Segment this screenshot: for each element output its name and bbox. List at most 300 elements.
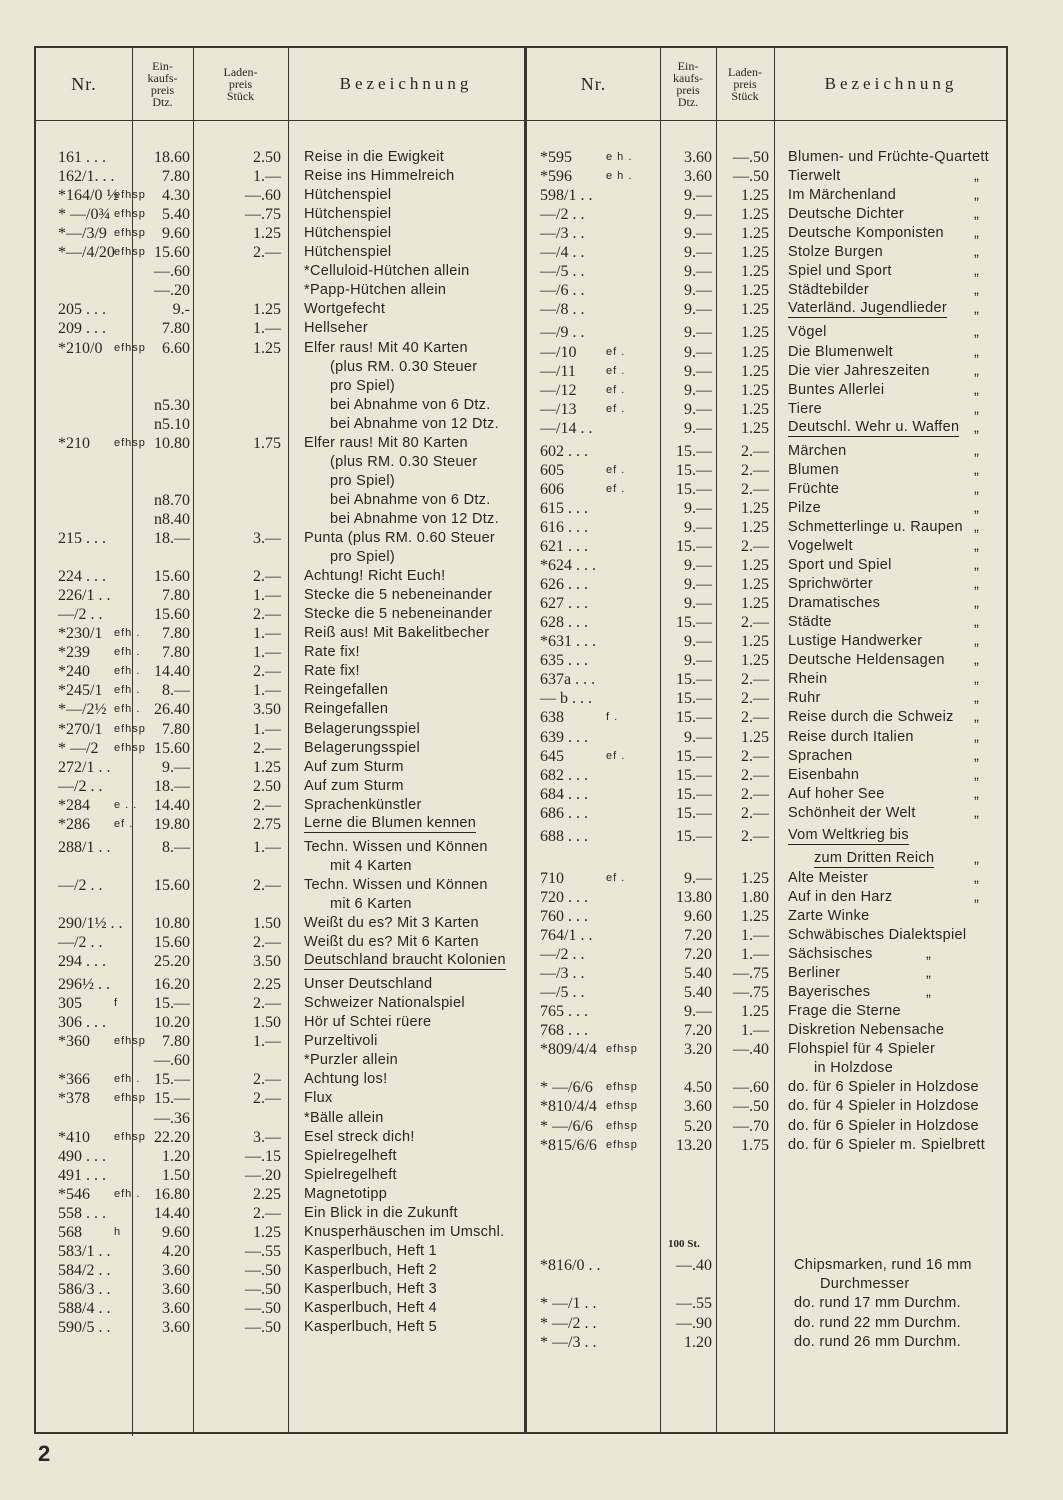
- description: Flux: [304, 1090, 333, 1107]
- item-number: *815/6/6: [540, 1136, 597, 1154]
- table-row: [36, 167, 1006, 186]
- table-row: [36, 1040, 1006, 1059]
- purchase-price: 26.40: [154, 701, 190, 719]
- description: Tierwelt: [788, 168, 841, 185]
- retail-price: 1.—: [253, 625, 281, 643]
- item-number: 162/1. . .: [58, 168, 115, 186]
- item-number: —/2 . .: [540, 946, 585, 964]
- item-number: 161 . . .: [58, 149, 106, 166]
- retail-price: 1.25: [741, 381, 769, 399]
- purchase-price: 7.80: [162, 587, 190, 605]
- description: Schwäbisches Dialektspiel: [788, 927, 967, 943]
- retail-price: 1.25: [741, 633, 769, 651]
- variant-code: h: [114, 1225, 122, 1238]
- purchase-price: 7.20: [684, 946, 712, 964]
- item-number: —/3 . .: [540, 965, 585, 983]
- retail-price: 1.25: [253, 301, 281, 319]
- description: Kasperlbuch, Heft 5: [304, 1319, 438, 1336]
- purchase-price: 15.60: [154, 934, 190, 952]
- description: Blumen: [788, 461, 839, 478]
- description: *Purzler allein: [304, 1052, 398, 1069]
- ditto-mark: „: [974, 557, 980, 574]
- ditto-mark: „: [974, 690, 980, 707]
- retail-price: —.50: [245, 1261, 281, 1279]
- purchase-price: 9.—: [684, 518, 712, 536]
- description: Vögel: [788, 324, 827, 341]
- variant-code: ef .: [114, 817, 134, 830]
- header-einkaufspreis-right: Ein- kaufs- preis Dtz.: [673, 59, 703, 109]
- purchase-price: 1.20: [162, 1147, 190, 1165]
- description: mit 4 Karten: [330, 857, 412, 874]
- retail-price: 1.25: [253, 225, 281, 243]
- item-number: 686 . . .: [540, 804, 588, 822]
- purchase-price: 13.20: [676, 1136, 712, 1154]
- table-row: [36, 518, 1006, 537]
- purchase-price: 15.—: [154, 1071, 190, 1089]
- item-number: *210/0: [58, 339, 103, 357]
- variant-code: e h .: [606, 151, 633, 163]
- description: pro Spiel): [330, 549, 396, 566]
- description: Alte Meister: [788, 869, 869, 886]
- item-number: 639 . . .: [540, 728, 588, 746]
- description: Chipsmarken, rund 16 mm: [794, 1257, 972, 1273]
- item-number: 616 . . .: [540, 518, 588, 536]
- purchase-price: 25.20: [154, 953, 190, 971]
- table-row: [36, 537, 1006, 556]
- description: Diskretion Nebensache: [788, 1022, 945, 1039]
- description: Reiß aus! Mit Bakelitbecher: [304, 625, 490, 642]
- retail-price: 1.25: [741, 595, 769, 613]
- description: Zarte Winke: [788, 907, 870, 924]
- purchase-price: 9.60: [162, 1223, 190, 1241]
- retail-price: 3.—: [253, 530, 281, 547]
- purchase-price: 15.—: [676, 538, 712, 555]
- purchase-price: 9.—: [684, 324, 712, 342]
- description: Sprachenkünstler: [304, 796, 422, 813]
- purchase-price: 7.20: [684, 1022, 712, 1040]
- variant-code: e h .: [606, 170, 633, 183]
- purchase-price: 7.80: [162, 625, 190, 643]
- retail-price: 2.—: [741, 614, 769, 632]
- item-number: *546: [58, 1185, 90, 1203]
- table-row: [36, 419, 1006, 438]
- retail-price: —.50: [245, 1300, 281, 1317]
- retail-price: —.70: [733, 1117, 769, 1135]
- variant-code: efhsp: [606, 1043, 638, 1056]
- purchase-price: n5.10: [154, 415, 190, 433]
- item-number: 710: [540, 869, 564, 887]
- description: Esel streck dich!: [304, 1128, 415, 1145]
- purchase-price: 9.—: [684, 187, 712, 205]
- table-row: [36, 926, 1006, 945]
- item-number: *410: [58, 1128, 90, 1146]
- description: *Papp-Hütchen allein: [304, 282, 447, 299]
- retail-price: 1.25: [741, 282, 769, 300]
- purchase-price: 9.—: [684, 263, 712, 281]
- header-bezeichnung: Bezeichnung: [339, 74, 473, 93]
- variant-code: efhsp: [606, 1119, 638, 1132]
- retail-price: 1.25: [741, 499, 769, 517]
- description: Spielregelheft: [304, 1166, 397, 1183]
- purchase-price: 9.—: [162, 758, 190, 776]
- variant-code: efhsp: [114, 1035, 146, 1048]
- purchase-price: 1.20: [684, 1333, 712, 1351]
- description: Auf in den Harz: [788, 888, 893, 905]
- retail-price: 1.25: [741, 1003, 769, 1021]
- purchase-price: 18.—: [154, 530, 190, 547]
- description: Berliner: [788, 965, 841, 982]
- retail-price: 1.25: [741, 187, 769, 205]
- retail-price: 2.—: [741, 827, 769, 845]
- item-number: *810/4/4: [540, 1098, 597, 1116]
- retail-price: —.40: [733, 1041, 769, 1059]
- retail-price: —.50: [245, 1319, 281, 1337]
- item-number: *631 . . .: [540, 633, 596, 651]
- purchase-price: —.60: [154, 263, 190, 281]
- table-row: [36, 381, 1006, 400]
- variant-code: f: [114, 997, 119, 1010]
- retail-price: 3.50: [253, 953, 281, 971]
- item-number: 490 . . .: [58, 1147, 106, 1165]
- purchase-price: 9.—: [684, 1003, 712, 1021]
- description: Hütchenspiel: [304, 187, 392, 204]
- description: Lerne die Blumen kennen: [304, 814, 477, 831]
- retail-price: 1.25: [253, 339, 281, 357]
- item-number: *245/1: [58, 682, 103, 700]
- table-row: [36, 907, 1006, 926]
- purchase-price: 5.40: [684, 984, 712, 1002]
- description: Spiel und Sport: [788, 263, 892, 280]
- item-number: *240: [58, 663, 90, 681]
- retail-price: 1.75: [741, 1136, 769, 1154]
- item-number: 765 . . .: [540, 1003, 588, 1021]
- variant-code: f .: [606, 711, 619, 724]
- purchase-price: 19.80: [154, 815, 190, 833]
- retail-price: —.50: [733, 168, 769, 186]
- retail-price: 1.25: [741, 324, 769, 342]
- description: Kasperlbuch, Heft 2: [304, 1261, 438, 1278]
- description: Auf zum Sturm: [304, 758, 404, 775]
- description: (plus RM. 0.30 Steuer: [330, 453, 478, 470]
- item-number: * —/3 . .: [540, 1333, 597, 1351]
- description: Achtung los!: [304, 1071, 388, 1088]
- retail-price: 2.25: [253, 976, 281, 994]
- item-number: 626 . . .: [540, 576, 588, 594]
- retail-price: 1.—: [741, 1022, 769, 1040]
- header-nr-right: Nr.: [580, 73, 607, 94]
- item-number: 586/3 . .: [58, 1280, 111, 1298]
- description: Vom Weltkrieg bis: [788, 826, 909, 843]
- table-row: [36, 766, 1006, 785]
- table-row: [36, 632, 1006, 651]
- item-number: *164/0 ½: [58, 187, 119, 205]
- purchase-price: 10.80: [154, 434, 190, 452]
- item-number: 306 . . .: [58, 1014, 106, 1032]
- purchase-price: 5.20: [684, 1117, 712, 1135]
- description: Stolze Burgen: [788, 244, 883, 261]
- purchase-price: 9.—: [684, 282, 712, 300]
- ditto-mark: „: [974, 400, 980, 417]
- header-einkaufspreis: Ein- kaufs- preis Dtz.: [147, 59, 178, 109]
- description: Hellseher: [304, 320, 368, 337]
- item-number: 615 . . .: [540, 499, 588, 517]
- description: Vaterländ. Jugendlieder: [788, 300, 947, 317]
- purchase-price: 5.40: [162, 206, 190, 224]
- retail-price: —.75: [733, 984, 769, 1002]
- purchase-price: 15.—: [676, 690, 712, 708]
- item-number: *366: [58, 1071, 90, 1089]
- description: Buntes Allerlei: [788, 381, 885, 398]
- retail-price: 1.25: [741, 244, 769, 262]
- purchase-price: —.60: [154, 1052, 190, 1070]
- description: Wortgefecht: [304, 301, 386, 318]
- table-row: [36, 850, 1006, 869]
- purchase-price: 3.60: [684, 168, 712, 186]
- description: Frage die Sterne: [788, 1003, 901, 1020]
- item-number: *809/4/4: [540, 1041, 597, 1059]
- purchase-price: 9.—: [684, 633, 712, 651]
- table-row: [36, 613, 1006, 632]
- ditto-mark: „: [926, 946, 932, 963]
- table-row: [36, 461, 1006, 480]
- variant-code: efhsp: [114, 1092, 146, 1105]
- description: Hütchenspiel: [304, 225, 392, 242]
- description: Punta (plus RM. 0.60 Steuer: [304, 530, 496, 546]
- purchase-price: 6.60: [162, 339, 190, 357]
- table-row: [36, 205, 1006, 224]
- description: Reingefallen: [304, 682, 389, 699]
- table-row: [36, 1059, 1006, 1078]
- retail-price: 2.—: [741, 480, 769, 498]
- purchase-price: 15.—: [154, 1090, 190, 1108]
- description: Deutsche Dichter: [788, 206, 905, 223]
- retail-price: —.75: [733, 965, 769, 983]
- retail-price: 2.—: [741, 461, 769, 479]
- retail-price: 2.—: [253, 995, 281, 1013]
- retail-price: —.50: [733, 149, 769, 166]
- item-number: *210: [58, 434, 90, 452]
- purchase-price: —.36: [154, 1109, 190, 1127]
- item-number: —/9 . .: [540, 324, 585, 342]
- ditto-mark: „: [974, 709, 980, 726]
- purchase-price: 9.60: [684, 907, 712, 925]
- table-row: [36, 1294, 1006, 1313]
- purchase-price: 15.—: [676, 442, 712, 460]
- description: Reise ins Himmelreich: [304, 168, 455, 185]
- description: Die vier Jahreszeiten: [788, 362, 930, 379]
- retail-price: 1.50: [253, 915, 281, 932]
- description: Achtung! Richt Euch!: [304, 568, 446, 585]
- item-number: *270/1: [58, 720, 103, 738]
- item-number: * —/6/6: [540, 1117, 593, 1135]
- variant-code: ef .: [606, 402, 626, 415]
- description: Reise durch Italien: [788, 728, 914, 745]
- purchase-price: 3.20: [684, 1041, 712, 1059]
- item-number: *595: [540, 149, 572, 166]
- retail-price: 2.—: [741, 785, 769, 803]
- item-number: *—/3/9: [58, 225, 107, 243]
- purchase-price: 16.80: [154, 1185, 190, 1203]
- description: Flohspiel für 4 Spieler: [788, 1041, 936, 1058]
- retail-price: 1.—: [741, 927, 769, 944]
- purchase-price: 15.60: [154, 606, 190, 624]
- variant-code: efhsp: [606, 1100, 638, 1113]
- purchase-price: 10.80: [154, 915, 190, 932]
- purchase-price: 14.40: [154, 663, 190, 681]
- description: Deutschl. Wehr u. Waffen: [788, 418, 960, 435]
- item-number: —/8 . .: [540, 301, 585, 319]
- description: Schönheit der Welt: [788, 804, 916, 821]
- item-number: 224 . . .: [58, 568, 106, 586]
- table-row: [36, 499, 1006, 518]
- retail-price: 2.—: [741, 709, 769, 727]
- table-row: [36, 1117, 1006, 1136]
- item-number: —/2 . .: [58, 934, 103, 952]
- retail-price: 1.25: [741, 576, 769, 594]
- description: do. rund 17 mm Durchm.: [794, 1295, 961, 1312]
- description: Belagerungsspiel: [304, 720, 421, 737]
- ditto-mark: „: [974, 282, 980, 299]
- item-number: 720 . . .: [540, 888, 588, 906]
- description: bei Abnahme von 6 Dtz.: [330, 396, 491, 413]
- item-number: 288/1 . .: [58, 838, 111, 856]
- ditto-mark: „: [974, 652, 980, 669]
- retail-price: 2.—: [253, 663, 281, 681]
- retail-price: —.15: [245, 1147, 281, 1165]
- description: Reise in die Ewigkeit: [304, 149, 445, 165]
- retail-price: 1.—: [741, 946, 769, 964]
- purchase-price: 8.—: [162, 838, 190, 856]
- retail-price: 1.—: [253, 168, 281, 186]
- description: bei Abnahme von 6 Dtz.: [330, 491, 491, 508]
- description: Spielregelheft: [304, 1147, 397, 1164]
- item-number: * —/0¾: [58, 206, 111, 224]
- description: Früchte: [788, 480, 840, 497]
- description: Purzeltivoli: [304, 1033, 378, 1050]
- description: in Holzdose: [814, 1060, 894, 1077]
- description: Schweizer Nationalspiel: [304, 995, 465, 1012]
- header-bezeichnung-right: Bezeichnung: [824, 74, 958, 93]
- description: Reingefallen: [304, 701, 389, 718]
- description: do. rund 22 mm Durchm.: [794, 1314, 961, 1331]
- variant-code: efhsp: [114, 189, 146, 202]
- item-number: 590/5 . .: [58, 1319, 111, 1337]
- description: Techn. Wissen und Können: [304, 838, 488, 855]
- price-table: [34, 46, 1008, 1434]
- purchase-price: —.40: [676, 1257, 712, 1274]
- item-number: 638: [540, 709, 564, 727]
- description: mit 6 Karten: [330, 895, 412, 912]
- purchase-price: —.90: [676, 1314, 712, 1332]
- description: Elfer raus! Mit 80 Karten: [304, 434, 468, 451]
- retail-price: 2.75: [253, 815, 281, 833]
- table-row: [36, 442, 1006, 461]
- retail-price: 2.—: [253, 1071, 281, 1089]
- purchase-price: 10.20: [154, 1014, 190, 1032]
- ditto-mark: „: [974, 362, 980, 379]
- purchase-price: 15.—: [154, 995, 190, 1013]
- ditto-mark: „: [974, 187, 980, 204]
- ditto-mark: „: [974, 381, 980, 398]
- table-row: [36, 343, 1006, 362]
- retail-price: 1.—: [253, 587, 281, 605]
- retail-price: 2.—: [741, 690, 769, 708]
- item-number: —/2 . .: [58, 876, 103, 894]
- ditto-mark: „: [926, 984, 932, 1001]
- purchase-price: 4.20: [162, 1242, 190, 1260]
- item-number: 606: [540, 480, 564, 498]
- description: Belagerungsspiel: [304, 739, 421, 756]
- table-row: [36, 575, 1006, 594]
- table-row: [36, 594, 1006, 613]
- item-number: * —/6/6: [540, 1079, 593, 1097]
- retail-price: 1.75: [253, 434, 281, 452]
- retail-price: 1.25: [741, 419, 769, 437]
- table-row: [36, 1333, 1006, 1352]
- purchase-price: 15.—: [676, 747, 712, 765]
- item-number: *—/4/20: [58, 244, 115, 262]
- item-number: —/10: [540, 343, 577, 361]
- description: Sprichwörter: [788, 576, 873, 593]
- table-row: [36, 670, 1006, 689]
- purchase-price: 9.—: [684, 869, 712, 887]
- variant-code: efh .: [114, 665, 141, 678]
- description: Schmetterlinge u. Raupen: [788, 518, 963, 535]
- purchase-price: 15.60: [154, 876, 190, 894]
- description: Hör uf Schtei rüere: [304, 1014, 432, 1031]
- retail-price: 2.—: [741, 747, 769, 765]
- retail-price: 2.—: [253, 934, 281, 952]
- item-number: —/6 . .: [540, 282, 585, 300]
- item-number: 645: [540, 747, 564, 765]
- retail-price: 1.—: [253, 644, 281, 662]
- description: do. rund 26 mm Durchm.: [794, 1333, 961, 1350]
- retail-price: 2.—: [253, 876, 281, 894]
- header-ladenpreis-right: Laden- preis Stück: [728, 65, 762, 103]
- ditto-mark: „: [974, 168, 980, 185]
- item-number: 209 . . .: [58, 320, 106, 338]
- purchase-price: 9.—: [684, 381, 712, 399]
- retail-price: 2.—: [741, 804, 769, 822]
- description: Rate fix!: [304, 644, 360, 661]
- item-number: 602 . . .: [540, 442, 588, 460]
- item-number: *816/0 . .: [540, 1257, 601, 1274]
- description: bei Abnahme von 12 Dtz.: [330, 510, 499, 527]
- table-row: [36, 480, 1006, 499]
- header-divider: [36, 120, 1006, 121]
- purchase-price: 9.—: [684, 419, 712, 437]
- retail-price: 3.50: [253, 701, 281, 719]
- table-row: [36, 1002, 1006, 1021]
- table-row: [36, 148, 1006, 167]
- description: Sächsisches: [788, 946, 873, 963]
- description: Vogelwelt: [788, 538, 853, 554]
- table-row: [36, 1223, 1006, 1242]
- item-number: 568: [58, 1223, 82, 1241]
- description: Sprachen: [788, 747, 853, 764]
- description: Märchen: [788, 442, 847, 459]
- variant-code: ef .: [606, 345, 626, 358]
- description: Deutschland braucht Kolonien: [304, 952, 506, 969]
- purchase-price: —.20: [154, 282, 190, 300]
- table-row: [36, 785, 1006, 804]
- purchase-price: 7.80: [162, 720, 190, 738]
- item-number: —/4 . .: [540, 244, 585, 262]
- description: Hütchenspiel: [304, 244, 392, 261]
- purchase-price: 15.—: [676, 827, 712, 845]
- ditto-mark: „: [974, 225, 980, 242]
- retail-price: —.20: [245, 1166, 281, 1184]
